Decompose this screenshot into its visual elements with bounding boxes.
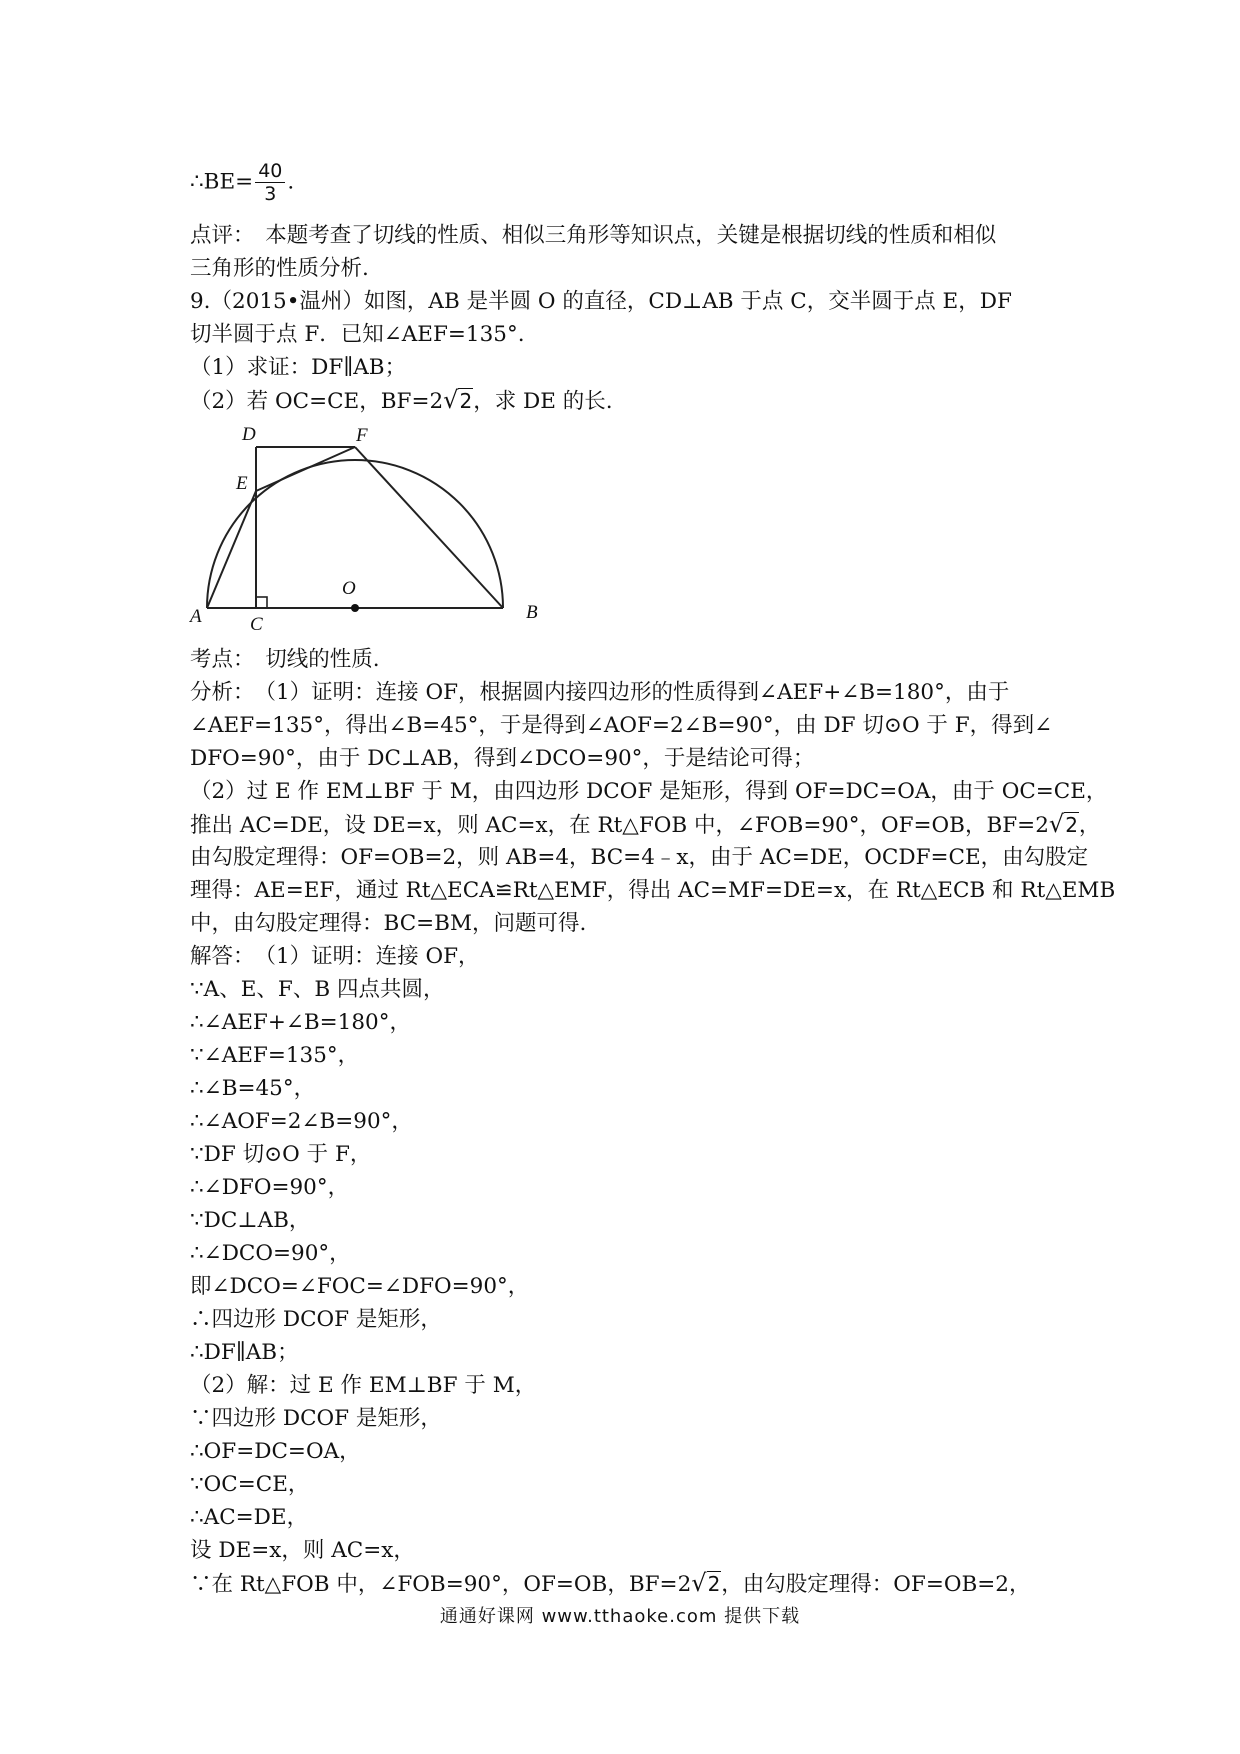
- solution-line-11: 即∠DCO=∠FOC=∠DFO=90°，: [190, 1274, 530, 1299]
- solution-line-4: ∵∠AEF=135°，: [190, 1043, 360, 1068]
- analysis-line-8: 中，由勾股定理得：BC=BM，问题可得.: [190, 911, 587, 936]
- solution-line-19: 设 DE=x，则 AC=x，: [190, 1538, 415, 1563]
- label-o: O: [342, 578, 356, 599]
- q2-prefix: （2）若 OC=CE，BF=: [190, 389, 430, 414]
- analysis-l5-radicand: 2: [1065, 813, 1078, 837]
- s20-suffix: ，由勾股定理得：OF=OB=2，: [721, 1572, 1031, 1597]
- be-denominator: 3: [264, 183, 277, 205]
- solution-line-14: （2）解：过 E 作 EM⊥BF 于 M，: [190, 1373, 537, 1398]
- analysis-line-4: （2）过 E 作 EM⊥BF 于 M，由四边形 DCOF 是矩形，得到 OF=DC=OA，由于 OC=CE，: [190, 779, 1108, 804]
- be-fraction: [255, 160, 285, 205]
- analysis-l5-prefix: 推出 AC=DE，设 DE=x，则 AC=x，在 Rt△FOB 中，∠FOB=90°，OF=OB，BF=: [190, 813, 1036, 838]
- center-o-point: [351, 604, 359, 612]
- footer-credit: 通通好课网 www.tthaoke.com 提供下载: [439, 1606, 801, 1627]
- q2-suffix: ，求 DE 的长.: [473, 389, 613, 414]
- segment-fb: [355, 447, 503, 608]
- analysis-l5-radical: √2: [1048, 810, 1078, 838]
- problem-line-1: 9.（2015•温州）如图，AB 是半圆 O 的直径，CD⊥AB 于点 C，交半圆于点 E，DF: [190, 289, 1012, 314]
- analysis-line-2: ∠AEF=135°，得出∠B=45°，于是得到∠AOF=2∠B=90°，由 DF 切⊙O 于 F，得到∠: [190, 713, 1053, 738]
- right-angle-marker: [256, 597, 267, 608]
- solution-line-7: ∵DF 切⊙O 于 F，: [190, 1142, 372, 1167]
- solution-line-6: ∴∠AOF=2∠B=90°，: [190, 1109, 413, 1134]
- be-result-line: [190, 160, 1070, 205]
- q2-radicand: 2: [459, 389, 473, 413]
- label-e: E: [236, 473, 248, 494]
- kaodian-line: 考点： 切线的性质.: [190, 647, 380, 672]
- solution-line-16: ∴OF=DC=OA，: [190, 1439, 361, 1464]
- q2-radical: √2: [443, 386, 473, 414]
- segment-ae: [207, 491, 256, 608]
- review-line-2: 三角形的性质分析.: [190, 256, 369, 281]
- analysis-line-6: 由勾股定理得：OF=OB=2，则 AB=4，BC=4﹣x，由于 AC=DE，OCDF=CE，由勾股定: [190, 845, 1089, 870]
- solution-line-17: ∵OC=CE，: [190, 1472, 310, 1497]
- solution-line-5: ∴∠B=45°，: [190, 1076, 316, 1101]
- question-2: [190, 384, 1070, 418]
- solution-line-8: ∴∠DFO=90°，: [190, 1175, 350, 1200]
- solution-line-12: ∴四边形 DCOF 是矩形，: [190, 1307, 442, 1332]
- analysis-line-1: 分析： （1）证明：连接 OF，根据圆内接四边形的性质得到∠AEF+∠B=180°，由于: [190, 680, 1010, 705]
- solution-line-20: [190, 1567, 1070, 1601]
- semicircle-figure: [180, 420, 560, 640]
- solution-line-15: ∵四边形 DCOF 是矩形，: [190, 1406, 442, 1431]
- label-d: D: [242, 424, 256, 445]
- s20-prefix: ∵在 Rt△FOB 中，∠FOB=90°，OF=OB，BF=: [190, 1572, 678, 1597]
- be-prefix: ∴BE=: [190, 169, 254, 195]
- be-numerator: 40: [255, 160, 285, 183]
- analysis-line-7: 理得：AE=EF，通过 Rt△ECA≌Rt△EMF，得出 AC=MF=DE=x，在 Rt△ECB 和 Rt△EMB: [190, 878, 1116, 903]
- label-a: A: [190, 606, 202, 627]
- label-b: B: [526, 602, 538, 623]
- analysis-l5-suffix: ，: [1078, 813, 1101, 838]
- question-1: （1）求证：DF∥AB；: [190, 355, 407, 380]
- s20-radical: √2: [691, 1569, 721, 1597]
- label-c: C: [250, 614, 263, 635]
- solution-line-10: ∴∠DCO=90°，: [190, 1241, 351, 1266]
- solution-line-18: ∴AC=DE，: [190, 1505, 309, 1530]
- s20-coef: 2: [677, 1572, 692, 1597]
- solution-line-13: ∴DF∥AB；: [190, 1340, 299, 1365]
- q2-coef: 2: [429, 389, 444, 414]
- be-suffix: .: [287, 169, 295, 195]
- analysis-line-3: DFO=90°，由于 DC⊥AB，得到∠DCO=90°，于是结论可得；: [190, 746, 815, 771]
- analysis-l5-coef: 2: [1035, 813, 1049, 838]
- problem-line-2: 切半圆于点 F．已知∠AEF=135°.: [190, 322, 525, 347]
- solution-line-1: 解答： （1）证明：连接 OF，: [190, 944, 480, 969]
- solution-line-3: ∴∠AEF+∠B=180°，: [190, 1010, 411, 1035]
- segment-ef: [256, 447, 355, 491]
- review-line-1: 点评： 本题考查了切线的性质、相似三角形等知识点，关键是根据切线的性质和相似: [190, 223, 997, 248]
- s20-radicand: 2: [707, 1572, 721, 1596]
- solution-line-2: ∵A、E、F、B 四点共圆，: [190, 977, 445, 1002]
- analysis-line-5: [190, 808, 1101, 842]
- label-f: F: [356, 425, 368, 446]
- solution-line-9: ∵DC⊥AB，: [190, 1208, 311, 1233]
